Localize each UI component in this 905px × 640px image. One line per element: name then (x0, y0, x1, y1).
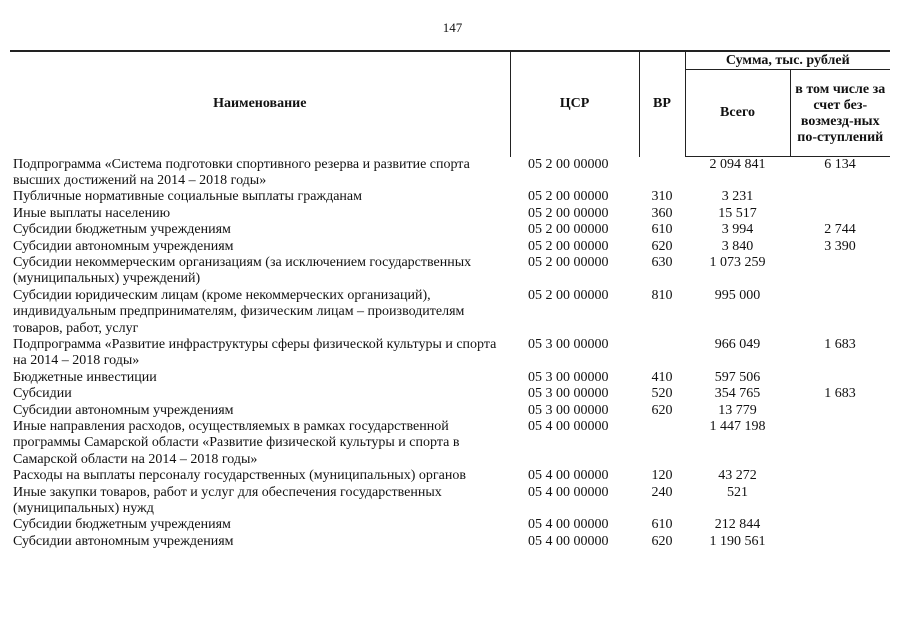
table-row (10, 419, 890, 468)
row-total-cell: 2 094 841 (709, 157, 766, 172)
row-including-cell (790, 419, 890, 468)
row-including-cell (790, 288, 890, 337)
column-header-vr: ВР (639, 51, 685, 157)
column-header-sum: Сумма, тыс. рублей (685, 51, 890, 70)
row-total-cell: 15 517 (718, 205, 757, 221)
row-total-cell: 1 073 259 (709, 254, 766, 270)
row-total-cell: 43 272 (718, 468, 757, 484)
table-row (10, 485, 890, 518)
row-name-cell: Иные выплаты населению (13, 205, 171, 221)
row-vr-cell: 410 (651, 369, 673, 385)
row-csr-cell: 05 2 00 00000 (528, 205, 609, 221)
row-csr-cell: 05 4 00 00000 (528, 517, 609, 533)
row-csr-cell: 05 3 00 00000 (528, 369, 609, 385)
table-row (10, 468, 890, 484)
row-name-cell: Субсидии бюджетным учреждениям (13, 222, 231, 238)
row-name-cell: Субсидии автономным учреждениям (13, 238, 234, 254)
row-csr-cell: 05 4 00 00000 (528, 419, 609, 434)
row-csr-cell: 05 3 00 00000 (528, 336, 609, 352)
row-including-cell: 3 390 (824, 238, 856, 254)
row-total-cell: 3 994 (721, 222, 754, 238)
row-including-cell: 1 683 (824, 386, 856, 402)
column-header-csr: ЦСР (510, 51, 639, 157)
table-row (10, 157, 890, 190)
row-vr-cell: 620 (651, 533, 673, 549)
row-name-cell: Субсидии некоммерческим организациям (за исключением государственных (муниципальных) учреждений) (13, 254, 472, 287)
row-csr-cell: 05 2 00 00000 (528, 254, 609, 270)
row-vr-cell: 360 (651, 205, 673, 221)
row-vr-cell: 520 (651, 386, 673, 402)
row-vr-cell: 810 (651, 287, 673, 303)
row-csr-cell: 05 2 00 00000 (528, 238, 609, 254)
row-name-cell: Бюджетные инвестиции (13, 369, 157, 385)
row-including-cell (790, 403, 890, 419)
table-row (10, 517, 890, 533)
row-total-cell: 1 190 561 (709, 533, 766, 549)
row-including-cell (790, 206, 890, 222)
row-name-cell: Субсидии автономным учреждениям (13, 533, 234, 549)
row-total-cell: 212 844 (714, 517, 761, 533)
table-row (10, 288, 890, 337)
column-header-including: в том числе за счет без-возмезд-ных по-ступлений (790, 70, 890, 157)
row-vr-cell (639, 157, 685, 190)
row-vr-cell: 310 (651, 189, 673, 205)
table-row (10, 189, 890, 205)
row-csr-cell: 05 4 00 00000 (528, 484, 609, 500)
row-name-cell: Иные закупки товаров, работ и услуг для обеспечения государственных (муниципальных) нужд (13, 484, 442, 517)
row-csr-cell: 05 2 00 00000 (528, 189, 609, 205)
row-csr-cell: 05 3 00 00000 (528, 402, 609, 418)
row-csr-cell: 05 2 00 00000 (528, 222, 609, 238)
row-including-cell (790, 189, 890, 205)
row-vr-cell: 620 (651, 402, 673, 418)
row-including-cell: 1 683 (824, 336, 856, 352)
table-row (10, 534, 890, 550)
table-row (10, 337, 890, 370)
row-including-cell (790, 517, 890, 533)
row-csr-cell: 05 4 00 00000 (528, 533, 609, 549)
row-including-cell (790, 468, 890, 484)
row-vr-cell (639, 419, 685, 468)
budget-table (10, 50, 890, 550)
row-total-cell: 3 231 (721, 189, 754, 205)
row-name-cell: Иные направления расходов, осуществляемых в рамках государственной программы Самарской области «Развитие физической культуры и спорта в Самарской области на 2014 – 2018 годы» (13, 419, 460, 467)
row-vr-cell: 120 (651, 468, 673, 484)
row-vr-cell: 240 (651, 484, 673, 500)
page-number: 147 (442, 20, 463, 35)
row-name-cell: Расходы на выплаты персоналу государственных (муниципальных) органов (13, 468, 466, 484)
row-total-cell: 995 000 (714, 287, 761, 303)
row-including-cell (790, 255, 890, 288)
row-vr-cell (639, 337, 685, 370)
row-name-cell: Субсидии автономным учреждениям (13, 402, 234, 418)
row-total-cell: 521 (727, 484, 748, 500)
row-name-cell: Субсидии юридическим лицам (кроме некоммерческих организаций), индивидуальным предпринимателям, физическим лицам – производителям товаров, работ, услуг (13, 287, 465, 336)
row-name-cell: Субсидии (13, 386, 72, 402)
row-including-cell (790, 485, 890, 518)
table-row (10, 239, 890, 255)
row-total-cell: 1 447 198 (709, 419, 766, 434)
row-vr-cell: 610 (651, 517, 673, 533)
table-row (10, 255, 890, 288)
row-total-cell: 3 840 (721, 238, 754, 254)
row-including-cell (790, 534, 890, 550)
row-including-cell (790, 370, 890, 386)
table-row (10, 206, 890, 222)
row-csr-cell: 05 4 00 00000 (528, 468, 609, 484)
column-header-total: Всего (685, 70, 790, 157)
table-row (10, 386, 890, 402)
row-name-cell: Подпрограмма «Система подготовки спортивного резерва и развитие спорта высших достижений на 2014 – 2018 годы» (13, 156, 470, 188)
row-vr-cell: 620 (651, 238, 673, 254)
row-csr-cell: 05 3 00 00000 (528, 386, 609, 402)
row-name-cell: Публичные нормативные социальные выплаты гражданам (13, 189, 362, 205)
table-row (10, 222, 890, 238)
row-name-cell: Подпрограмма «Развитие инфраструктуры сферы физической культуры и спорта на 2014 – 2018 годы» (13, 336, 497, 369)
table-body (10, 157, 890, 551)
table-row (10, 403, 890, 419)
row-total-cell: 354 765 (714, 386, 761, 402)
row-total-cell: 597 506 (714, 369, 761, 385)
row-including-cell: 2 744 (824, 222, 856, 238)
row-csr-cell: 05 2 00 00000 (528, 287, 609, 303)
column-header-name: Наименование (10, 51, 510, 157)
row-total-cell: 966 049 (714, 336, 761, 352)
row-csr-cell: 05 2 00 00000 (528, 156, 609, 172)
row-vr-cell: 630 (651, 254, 673, 270)
row-total-cell: 13 779 (718, 402, 757, 418)
row-including-cell: 6 134 (824, 157, 856, 172)
row-vr-cell: 610 (651, 222, 673, 238)
row-name-cell: Субсидии бюджетным учреждениям (13, 517, 231, 533)
table-row (10, 370, 890, 386)
